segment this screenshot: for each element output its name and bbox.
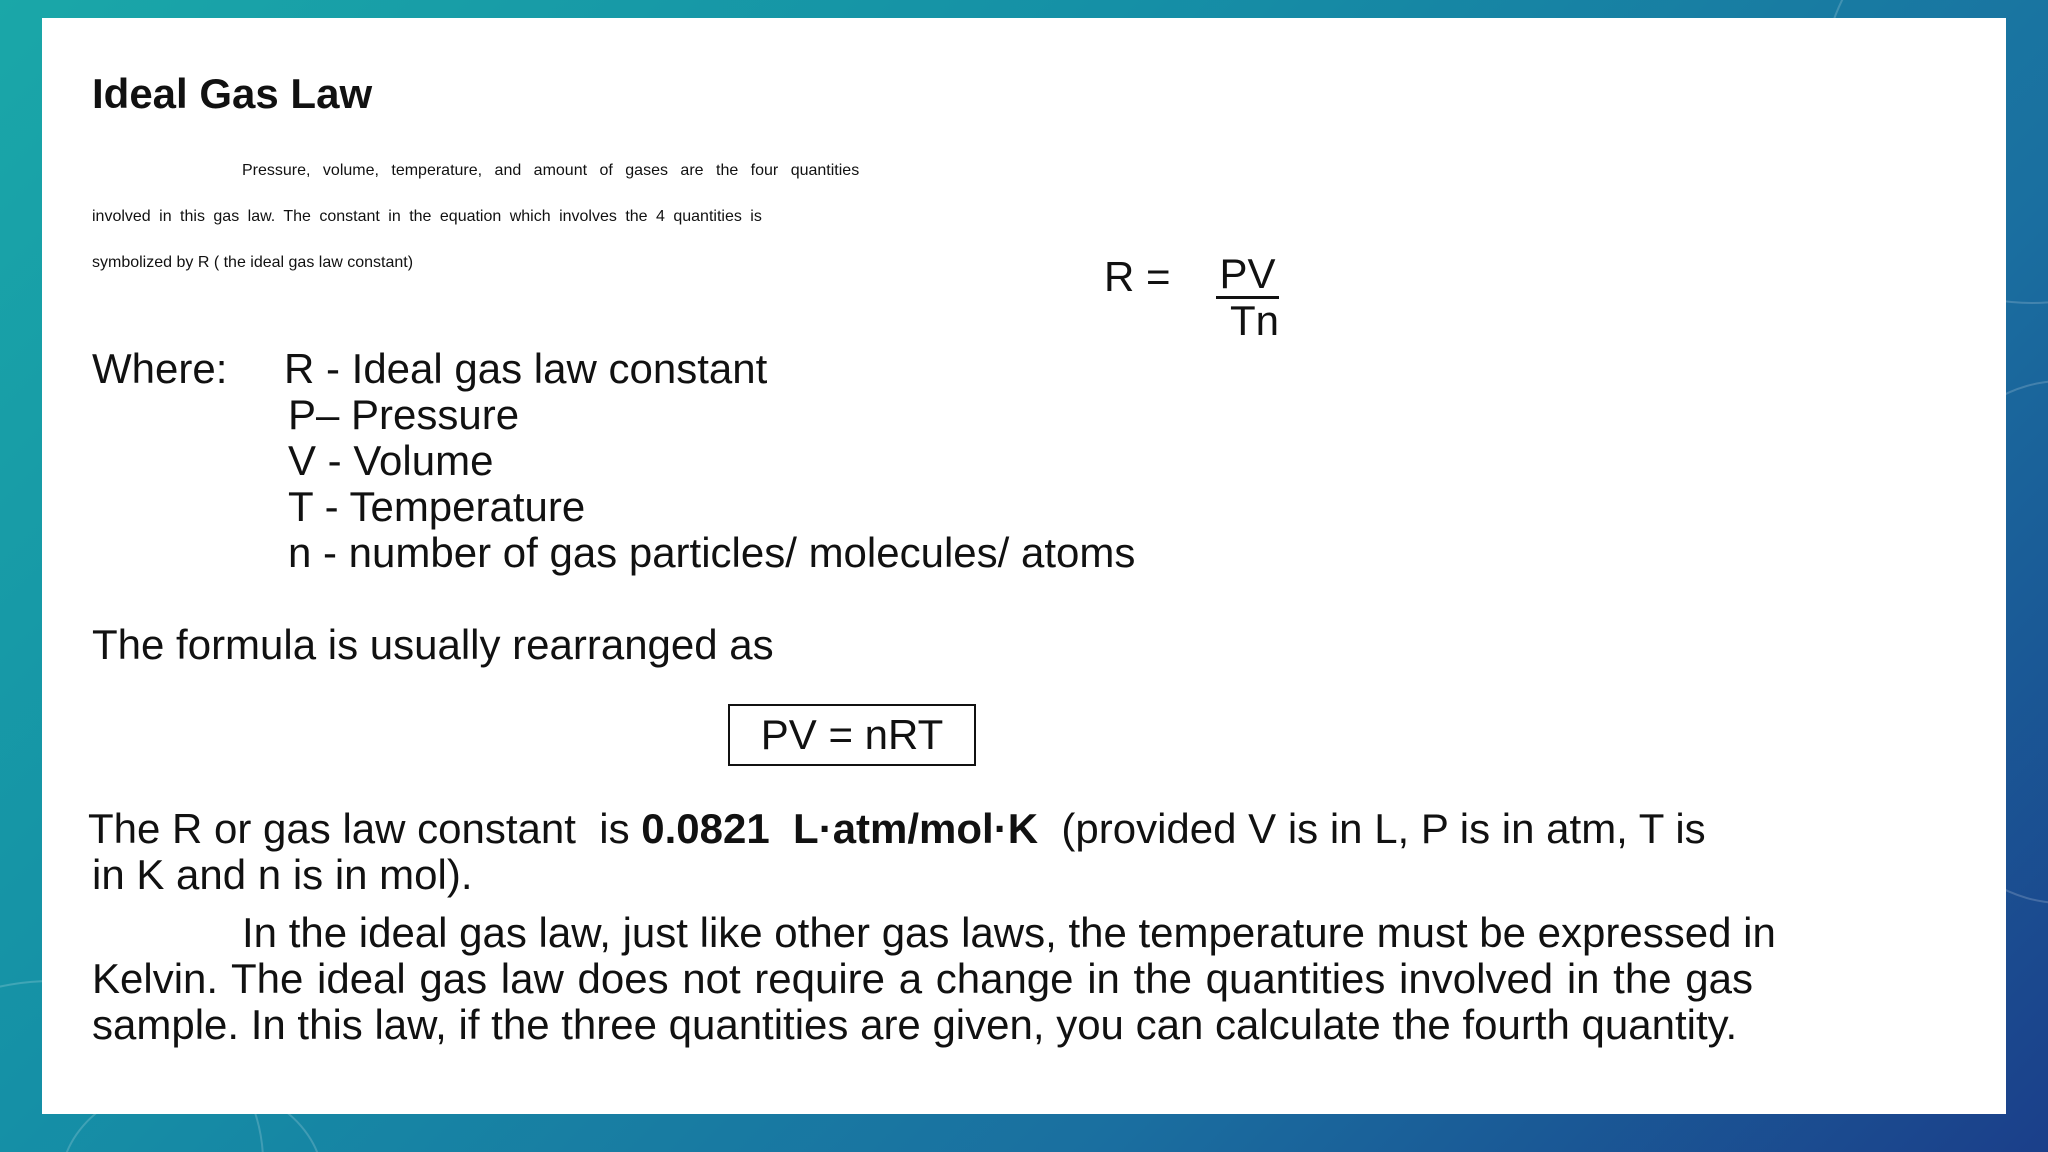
page-title: Ideal Gas Law (92, 70, 373, 117)
definition-item: T - Temperature (288, 483, 586, 530)
definition-item: P– Pressure (288, 391, 520, 438)
definition-item: V - Volume (288, 437, 494, 484)
definition-item: R - Ideal gas law constant (284, 345, 768, 392)
intro-line-2 (92, 208, 1977, 226)
closing-text: sample. In this law, if the three quantities are given, you can calculate the fourth quantity. (92, 1001, 1738, 1048)
closing-line-2 (92, 956, 1977, 1002)
intro-line-1 (92, 162, 1977, 180)
where-label: Where: (92, 345, 228, 392)
intro-text: involved in this gas law. The constant in the equation which involves the 4 quantities is (92, 208, 762, 225)
closing-text: In the ideal gas law, just like other gas laws, the temperature must be expressed in (242, 909, 1776, 956)
intro-text: symbolized by R ( the ideal gas law constant) (92, 254, 414, 271)
slide-card (42, 18, 2006, 1114)
constant-line-2: in K and n is in mol). (92, 851, 473, 898)
rearranged-text: The formula is usually rearranged as (92, 621, 774, 668)
fraction-denominator: Tn (1230, 297, 1280, 344)
formula-box: PV = nRT (728, 704, 976, 766)
fraction-numerator: PV (1216, 252, 1279, 299)
constant-prefix: The R or gas law constant is (88, 805, 642, 852)
r-fraction (1216, 252, 1279, 343)
closing-line-3 (92, 1002, 1977, 1048)
constant-line-1 (88, 806, 1973, 852)
closing-text: Kelvin. The ideal gas law does not require a change in the quantities involved in the gas (92, 955, 1753, 1002)
r-equals: R = (1104, 253, 1171, 300)
closing-line-1 (92, 910, 1977, 956)
intro-text: Pressure, volume, temperature, and amount of gases are the four quantities (242, 162, 860, 179)
constant-value: 0.0821 L·atm/mol·K (641, 805, 1039, 852)
definition-item: n - number of gas particles/ molecules/ atoms (288, 529, 1136, 576)
intro-line-3 (92, 254, 413, 272)
constant-units-note: (provided V is in L, P is in atm, T is (1038, 805, 1706, 852)
